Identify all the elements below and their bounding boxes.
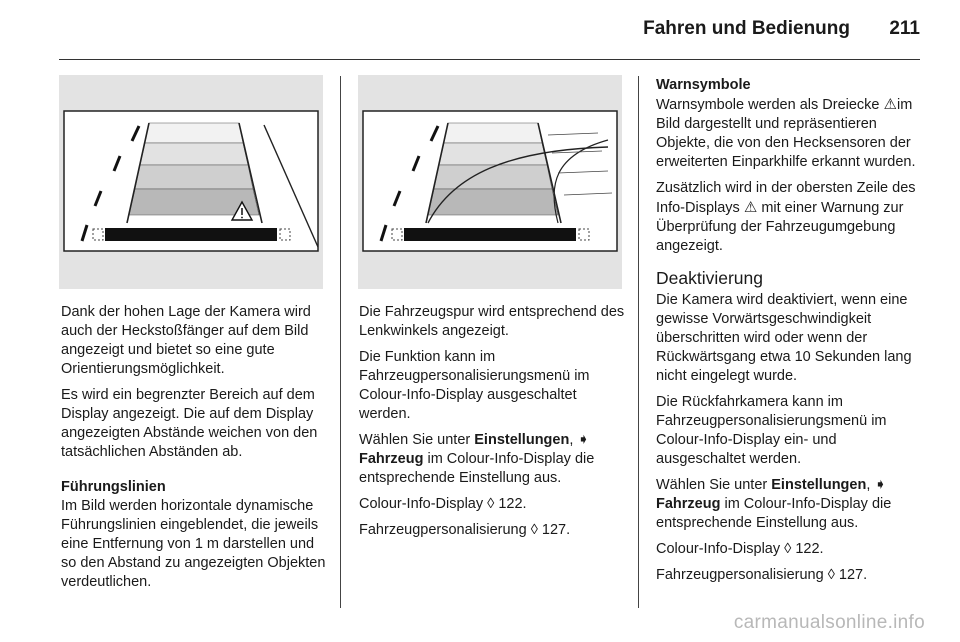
page-reference-icon: ◊ (827, 567, 835, 583)
page-reference-icon: ◊ (530, 522, 538, 538)
cross-reference-vehicle-personalisation[interactable]: Fahrzeugpersonalisierung ◊ 127. (359, 522, 571, 538)
camera-trajectory-illustration (358, 75, 622, 289)
cross-reference-colour-info-display-2[interactable]: Colour-Info-Display ◊ 122. (656, 541, 824, 557)
paragraph-info-display-warning: Zusätzlich wird in der obersten Zeile des Info-Displays ⚠ mit einer Warnung zur Überprüfung der Fahrzeugumgebung angezeigt. (656, 180, 916, 254)
column-divider (340, 76, 341, 608)
watermark: carmanualsonline.info (733, 612, 925, 633)
heading-deactivation: Deaktivierung (656, 268, 763, 288)
settings-menu-label: Einstellungen (771, 477, 867, 493)
cross-reference-vehicle-personalisation-2[interactable]: Fahrzeugpersonalisierung ◊ 127. (656, 567, 868, 583)
column-3 (656, 76, 928, 592)
paragraph-camera-toggle: Die Rückfahrkamera kann im Fahrzeugpersonalisierungsmenü im Colour-Info-Display ein- und ausgeschaltet werden. (656, 394, 887, 467)
paragraph-display-range: Es wird ein begrenzter Bereich auf dem Display angezeigt. Die auf dem Display angezeigten Abstände weichen von den tatsächlichen Abständen ab. (61, 387, 318, 460)
vehicle-menu-label: Fahrzeug (359, 451, 424, 467)
header-rule (59, 59, 920, 60)
paragraph-function-toggle: Die Funktion kann im Fahrzeugpersonalisierungsmenü im Colour-Info-Display ausgeschaltet werden. (359, 349, 590, 422)
cross-reference-colour-info-display[interactable]: Colour-Info-Display ◊ 122. (359, 496, 527, 512)
page-header-title: Fahren und Bedienung (643, 18, 850, 39)
paragraph-camera-position: Dank der hohen Lage der Kamera wird auch der Heckstoßfänger auf dem Bild angezeigt und bietet so eine gute Orientierungsmöglichkeit. (61, 304, 311, 377)
paragraph-settings-instruction: Wählen Sie unter Einstellungen, ➧ Fahrzeug im Colour-Info-Display die entsprechende Einstellung aus. (359, 432, 595, 486)
paragraph-settings-instruction-2: Wählen Sie unter Einstellungen, ➧ Fahrzeug im Colour-Info-Display die entsprechende Einstellung aus. (656, 477, 892, 531)
vehicle-menu-label: Fahrzeug (656, 496, 721, 512)
page-reference-icon: ◊ (784, 541, 792, 557)
arrow-right-icon: ➧ (577, 432, 590, 448)
paragraph-warning-symbols: Warnsymbole werden als Dreiecke ⚠im Bild dargestellt und repräsentieren Objekte, die von den Hecksensoren der erweiterten Einparkhilfe erkannt wurden. (656, 96, 916, 170)
column-1 (61, 303, 331, 599)
paragraph-vehicle-track: Die Fahrzeugspur wird entsprechend des Lenkwinkels angezeigt. (359, 304, 625, 339)
guide-lines-diagram (59, 75, 323, 289)
heading-guide-lines: Führungslinien (61, 479, 166, 495)
settings-menu-label: Einstellungen (474, 432, 570, 448)
page-number: 211 (889, 18, 920, 39)
warning-triangle-icon: ⚠ (743, 199, 758, 216)
column-divider (638, 76, 639, 608)
warning-triangle-icon: ⚠ (883, 96, 897, 113)
column-2 (359, 303, 629, 547)
page-reference-icon: ◊ (487, 496, 495, 512)
arrow-right-icon: ➧ (874, 477, 887, 493)
heading-warning-symbols: Warnsymbole (656, 77, 751, 93)
paragraph-deactivation: Die Kamera wird deaktiviert, wenn eine gewisse Vorwärtsgeschwindigkeit überschritten wird oder wenn der Rückwärtsgang etwa 10 Sekunden lang nicht eingelegt wurde. (656, 292, 912, 384)
steering-trajectory-diagram (358, 75, 622, 289)
camera-display-illustration (59, 75, 323, 289)
paragraph-guide-lines: Im Bild werden horizontale dynamische Führungslinien eingeblendet, die jeweils eine Entfernung von 1 m darstellen und so den Abstand zu angezeigten Objekten verdeutlichen. (61, 498, 326, 590)
